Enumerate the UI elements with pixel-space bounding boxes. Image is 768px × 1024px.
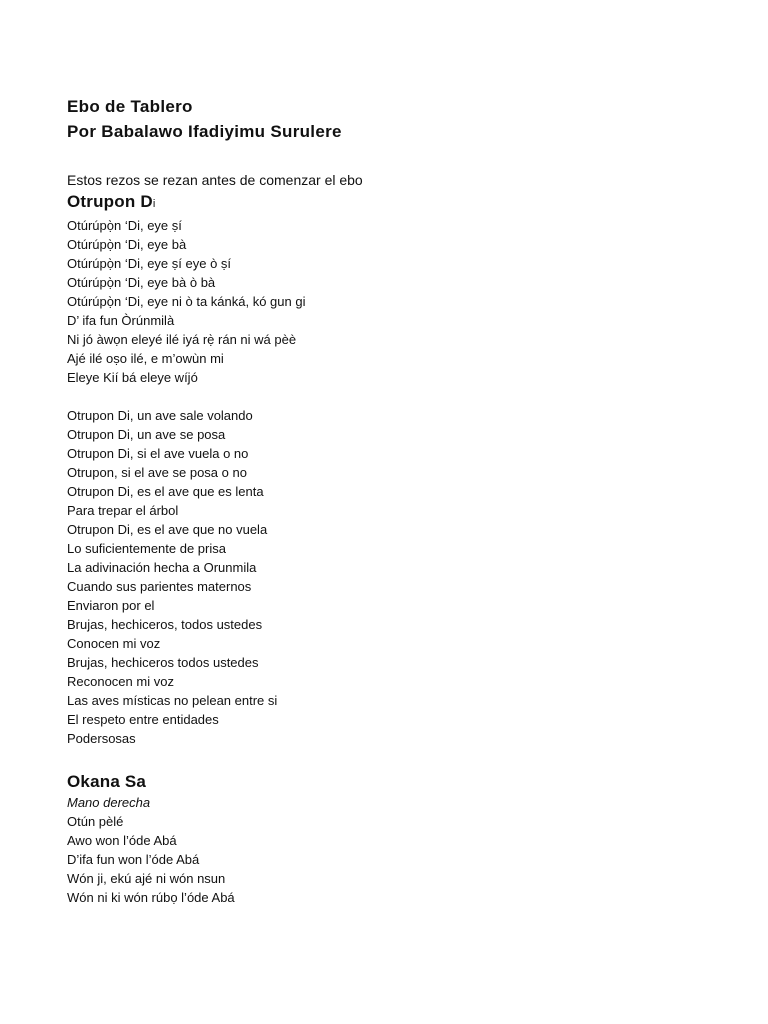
translation-line: Otrupon Di, es el ave que es lenta (67, 484, 264, 499)
translation-line: Las aves místicas no pelean entre si (67, 693, 278, 708)
section-heading-suffix: i (152, 198, 156, 210)
section-okana-sa (67, 770, 707, 907)
translation-line: Otrupon Di, un ave sale volando (67, 408, 253, 423)
prayer-line: Otún pèlé (67, 814, 124, 829)
okana-prayer (67, 812, 707, 907)
section-heading-text: Otrupon D (67, 192, 153, 211)
translation-line: Para trepar el árbol (67, 503, 179, 518)
translation-line: Enviaron por el (67, 598, 155, 613)
translation-line: Conocen mi voz (67, 636, 161, 651)
yoruba-prayer (67, 216, 707, 387)
translation-line: Brujas, hechiceros todos ustedes (67, 655, 259, 670)
section-subtitle: Mano derecha (67, 795, 151, 810)
intro-text: Estos rezos se rezan antes de comenzar el ebo (67, 172, 363, 188)
translation-line: La adivinación hecha a Orunmila (67, 560, 257, 575)
section-otrupon-di (67, 190, 707, 748)
translation-line: Podersosas (67, 731, 136, 746)
document-page (67, 94, 707, 907)
prayer-line: D’ifa fun won l’óde Abá (67, 852, 200, 867)
prayer-line: D’ ifa fun Òrúnmilà (67, 313, 175, 328)
prayer-line: Otúrúpọ̀n ‘Di, eye ṣí (67, 218, 182, 233)
translation-line: Brujas, hechiceros, todos ustedes (67, 617, 263, 632)
section-heading: Okana Sa (67, 772, 147, 791)
prayer-line: Wón ji, ekú ajé ni wón nsun (67, 871, 226, 886)
prayer-line: Wón ni ki wón rúbọ l’óde Abá (67, 890, 235, 905)
translation-line: Otrupon Di, es el ave que no vuela (67, 522, 268, 537)
prayer-line: Otúrúpọ̀n ‘Di, eye bà (67, 237, 187, 252)
prayer-line: Otúrúpọ̀n ‘Di, eye ni ò ta kánká, kó gun gi (67, 294, 306, 309)
prayer-line: Awo won l’óde Abá (67, 833, 177, 848)
prayer-line: Otúrúpọ̀n ‘Di, eye ṣí eye ò ṣí (67, 256, 232, 271)
paragraph-gap (67, 387, 707, 406)
section-heading (67, 190, 707, 216)
prayer-line: Ajé ilé oṣo ilé, e m’owùn mi (67, 351, 224, 366)
prayer-line: Eleye Kií bá eleye wíjó (67, 370, 198, 385)
title-line-1: Ebo de Tablero (67, 97, 193, 116)
prayer-line: Otúrúpọ̀n ‘Di, eye bà ò bà (67, 275, 216, 290)
translation-line: Cuando sus parientes maternos (67, 579, 252, 594)
translation-line: Otrupon, si el ave se posa o no (67, 465, 247, 480)
translation-line: Otrupon Di, si el ave vuela o no (67, 446, 249, 461)
document-title (67, 94, 707, 144)
translation-line: Reconocen mi voz (67, 674, 174, 689)
translation-line: El respeto entre entidades (67, 712, 219, 727)
title-line-2: Por Babalawo Ifadiyimu Surulere (67, 122, 342, 141)
translation-line: Otrupon Di, un ave se posa (67, 427, 226, 442)
translation-line: Lo suficientemente de prisa (67, 541, 226, 556)
prayer-line: Ni jó àwọn eleyé ilé iyá rẹ̀ rán ni wá pèè (67, 332, 297, 347)
spanish-translation (67, 406, 707, 748)
